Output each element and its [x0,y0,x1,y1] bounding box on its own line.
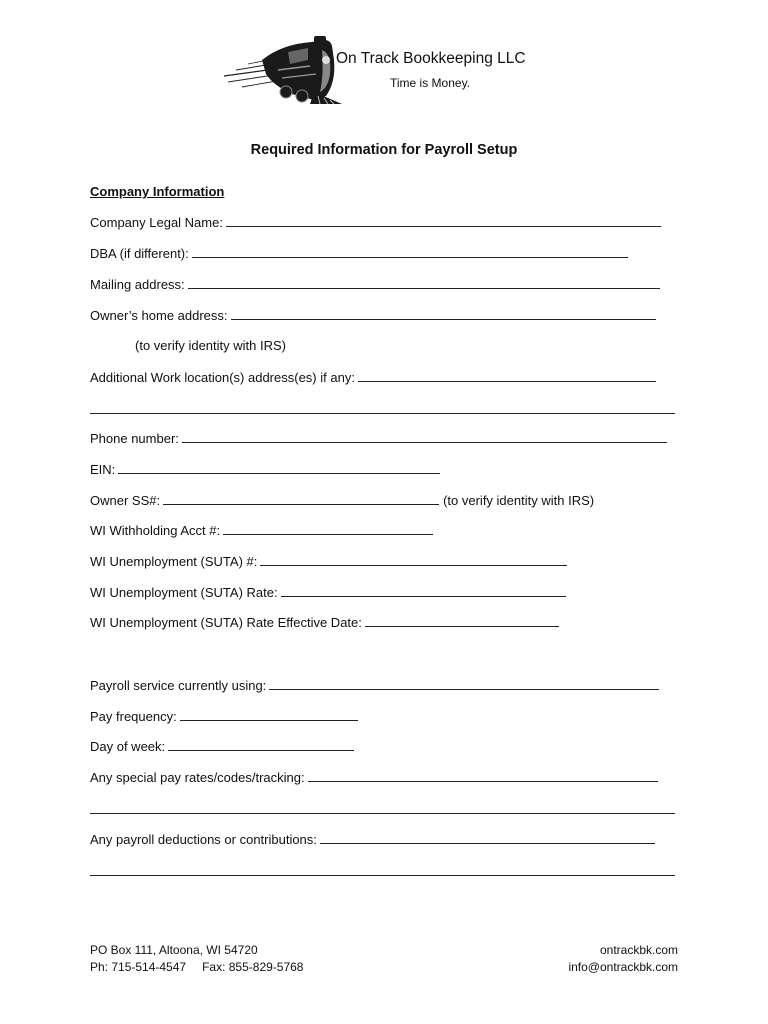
verify-note-row [135,337,286,355]
special-rates-field[interactable] [308,768,658,782]
wi-withholding-label: WI Withholding Acct #: [90,523,221,538]
additional-work-field[interactable] [358,368,656,382]
mailing-label: Mailing address: [90,277,185,292]
verify-note: (to verify identity with IRS) [135,338,286,353]
payroll-service-row [90,676,659,695]
dba-field[interactable] [192,244,628,258]
company-name: On Track Bookkeeping LLC [336,50,526,67]
pay-frequency-row [90,707,358,726]
legal-name-field[interactable] [226,213,661,227]
day-of-week-row [90,737,354,756]
payroll-service-field[interactable] [269,676,659,690]
company-tagline: Time is Money. [390,76,471,90]
footer-address: PO Box 111, Altoona, WI 54720 [90,943,258,957]
legal-name-label: Company Legal Name: [90,215,223,230]
additional-work-field-line2[interactable] [90,413,675,414]
suta-rate-field[interactable] [281,583,566,597]
section-heading: Company Information [90,184,225,199]
suta-effective-field[interactable] [365,613,559,627]
document-title: Required Information for Payroll Setup [250,142,518,158]
deductions-label: Any payroll deductions or contributions: [90,832,317,847]
dba-label: DBA (if different): [90,246,189,261]
day-of-week-field[interactable] [168,737,354,751]
suta-rate-row [90,583,566,602]
additional-work-label: Additional Work location(s) address(es) if any: [90,370,355,385]
owner-home-label: Owner’s home address: [90,308,228,323]
mailing-field[interactable] [188,275,660,289]
payroll-service-label: Payroll service currently using: [90,678,267,693]
special-rates-row [90,768,658,787]
footer-phone: Ph: 715-514-4547 [90,960,187,974]
suta-number-label: WI Unemployment (SUTA) #: [90,554,258,569]
phone-label: Phone number: [90,431,179,446]
owner-ss-field[interactable] [163,491,439,505]
wi-withholding-field[interactable] [223,521,433,535]
footer-fax: Fax: 855-829-5768 [202,960,304,974]
wi-withholding-row [90,521,433,540]
suta-number-row [90,552,567,571]
footer-web [568,942,678,976]
footer-email[interactable]: info@ontrackbk.com [568,960,678,974]
mailing-row [90,275,660,294]
owner-home-field[interactable] [231,306,656,320]
deductions-row [90,830,655,849]
suta-effective-row [90,613,559,632]
phone-row [90,429,667,448]
ein-field[interactable] [118,460,440,474]
deductions-field[interactable] [320,830,655,844]
footer-website[interactable]: ontrackbk.com [599,943,678,957]
pay-frequency-label: Pay frequency: [90,709,177,724]
footer-contact [90,942,303,976]
legal-name-row [90,213,661,232]
day-of-week-label: Day of week: [90,739,166,754]
owner-ss-label: Owner SS#: [90,493,161,508]
ein-label: EIN: [90,462,116,477]
special-rates-label: Any special pay rates/codes/tracking: [90,770,305,785]
suta-number-field[interactable] [260,552,567,566]
owner-home-row [90,306,656,325]
pay-frequency-field[interactable] [180,707,358,721]
footer-phone-fax [90,959,303,976]
suta-rate-label: WI Unemployment (SUTA) Rate: [90,585,278,600]
phone-field[interactable] [182,429,667,443]
owner-ss-row [90,491,594,510]
train-icon [222,30,350,106]
ein-row [90,460,440,479]
deductions-field-line2[interactable] [90,875,675,876]
special-rates-field-line2[interactable] [90,813,675,814]
additional-work-row [90,368,656,387]
suta-effective-label: WI Unemployment (SUTA) Rate Effective Date: [90,615,362,630]
company-logo [222,30,542,106]
dba-row [90,244,628,263]
owner-ss-note: (to verify identity with IRS) [443,493,595,508]
